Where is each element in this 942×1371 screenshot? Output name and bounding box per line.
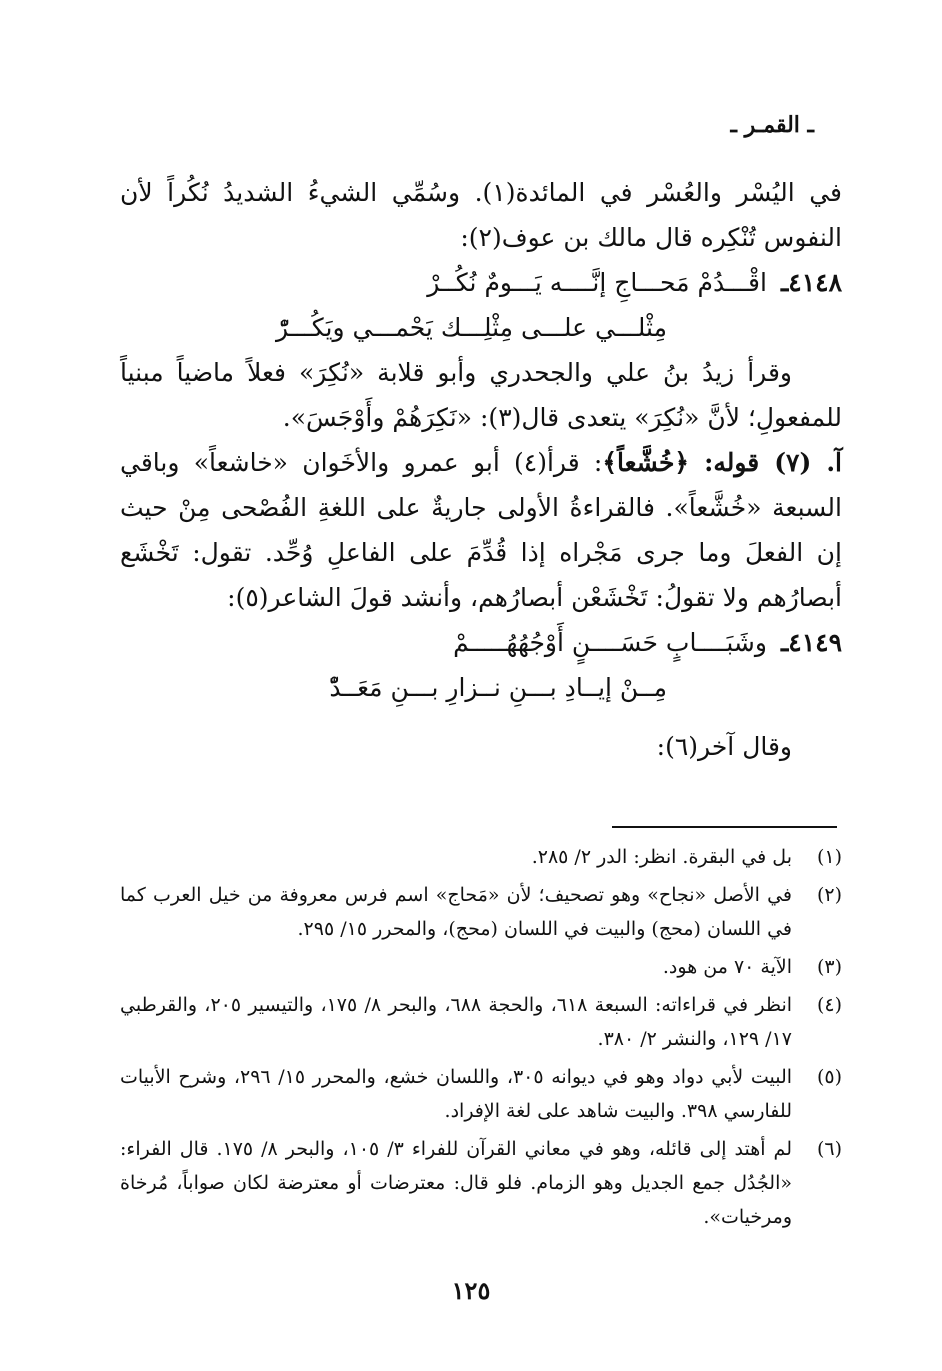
footnotes [120, 840, 842, 1238]
footnote-text: الآية ٧٠ من هود. [662, 956, 792, 978]
paragraph-2: وقرأ زيدُ بنُ علي والجحدري وأبو قلابة «نُكِرَ» فعلاً ماضياً مبنياً للمفعولِ؛ لأنَّ «نُكِرَ» يتعدى قال(٣): «نَكِرَهُمْ وأَوْجَسَ». [120, 358, 842, 432]
footnote-number: (١) [816, 846, 842, 868]
footnote-number: (٥) [816, 1066, 842, 1088]
footnote [120, 840, 842, 874]
verse-4149 [120, 620, 842, 665]
paragraph-3 [120, 440, 842, 620]
footnote-separator [612, 826, 837, 828]
verse-first-hemistich: وشَبَــــابٍ حَسَــــنٍ أَوْجُهُهُـــــمْ [453, 628, 767, 657]
footnote-text: انظر في قراءاته: السبعة ٦١٨، والحجة ٦٨٨، والبحر ٨/ ١٧٥، والتيسير ٢٠٥، والقرطبي ١٧/ ١٢٩، والنشر ٢/ ٣٨٠. [120, 994, 793, 1050]
footnote-text: في الأصل «نجاح» وهو تصحيف؛ لأن «مَحاج» اسم فرس معروفة من خيل العرب كما في اللسان (محج) والبيت في اللسان (محج)، والمحرر ١٥/ ٢٩٥. [120, 884, 792, 940]
paragraph-3-text: : قرأ(٤) أبو عمرو والأخَوان «خاشعاً» وباقي السبعة «خُشَّعاً». فالقراءةُ الأولى جاريةٌ على اللغةِ الفُصْحى مِنْ حيث إن الفعلَ وما جرى مَجْراه إذا قُدِّمَ على الفاعلِ وُحِّد. تقول: تَخْشَع أبصارُهم ولا تقولُ: تَخْشَعْن أبصارُهم، وأنشد قولَ الشاعر(٥): [120, 448, 842, 612]
footnote-number: (٤) [816, 994, 842, 1016]
footnote-text: بل في البقرة. انظر: الدر ٢/ ٢٨٥. [531, 846, 792, 868]
page-number: ١٢٥ [451, 1276, 491, 1305]
footnote-text: البيت لأبي دواد وهو في ديوانه ٣٠٥، واللسان خشع، والمحرر ١٥/ ٢٩٦، وشرح الأبيات للفارسي ٣٩٨. والبيت شاهد على لغة الإفراد. [120, 1066, 793, 1122]
footnote [120, 950, 842, 984]
verse-number: ٤١٤٨ـ [780, 268, 842, 297]
verse-number: ٤١٤٩ـ [780, 628, 842, 657]
footnote [120, 1060, 842, 1128]
footnote [120, 1132, 842, 1234]
verse-second-hemistich: مِــنْ إيــادِ بـــنِ نــزارِ بـــنِ مَعَــدّْ [329, 673, 667, 702]
footnote-text: لم أهتد إلى قائله، وهو في معاني القرآن للفراء ٣/ ١٠٥، والبحر ٨/ ١٧٥. قال الفراء: «الجُدُل جمع الجديل وهو الزمام. فلو قال: معترضات أو معترضة لكان صواباً، مُرخاة ومرخيات». [120, 1138, 792, 1228]
footnote [120, 878, 842, 946]
footnote-number: (٦) [816, 1138, 842, 1160]
verse-reference-label: آ. (٧) قوله: ﴿خُشَّعاً﴾ [602, 448, 842, 477]
paragraph-1: في اليُسْر والعُسْر في المائدة(١). وسُمِّي الشيءُ الشديدُ نُكُراً لأن النفوس تُنْكِره قال مالك بن عوف(٢): [120, 178, 842, 252]
footnote [120, 988, 842, 1056]
footnote-number: (٣) [816, 956, 842, 978]
paragraph-4: وقال آخر(٦): [656, 732, 792, 761]
footnote-number: (٢) [816, 884, 842, 906]
verse-first-hemistich: اقْـــدُمْ مَحـــاجِ إنَّــــه يَـــومٌ نُكُــرْ [427, 268, 767, 297]
running-header: ـ القمـر ـ [730, 112, 814, 138]
verse-4148 [120, 260, 842, 305]
verse-second-hemistich: مِثْلـــي علـــى مِثْلِـــك يَحْمـــي ويَكُـــرّْ [275, 313, 667, 342]
main-text [120, 170, 842, 769]
